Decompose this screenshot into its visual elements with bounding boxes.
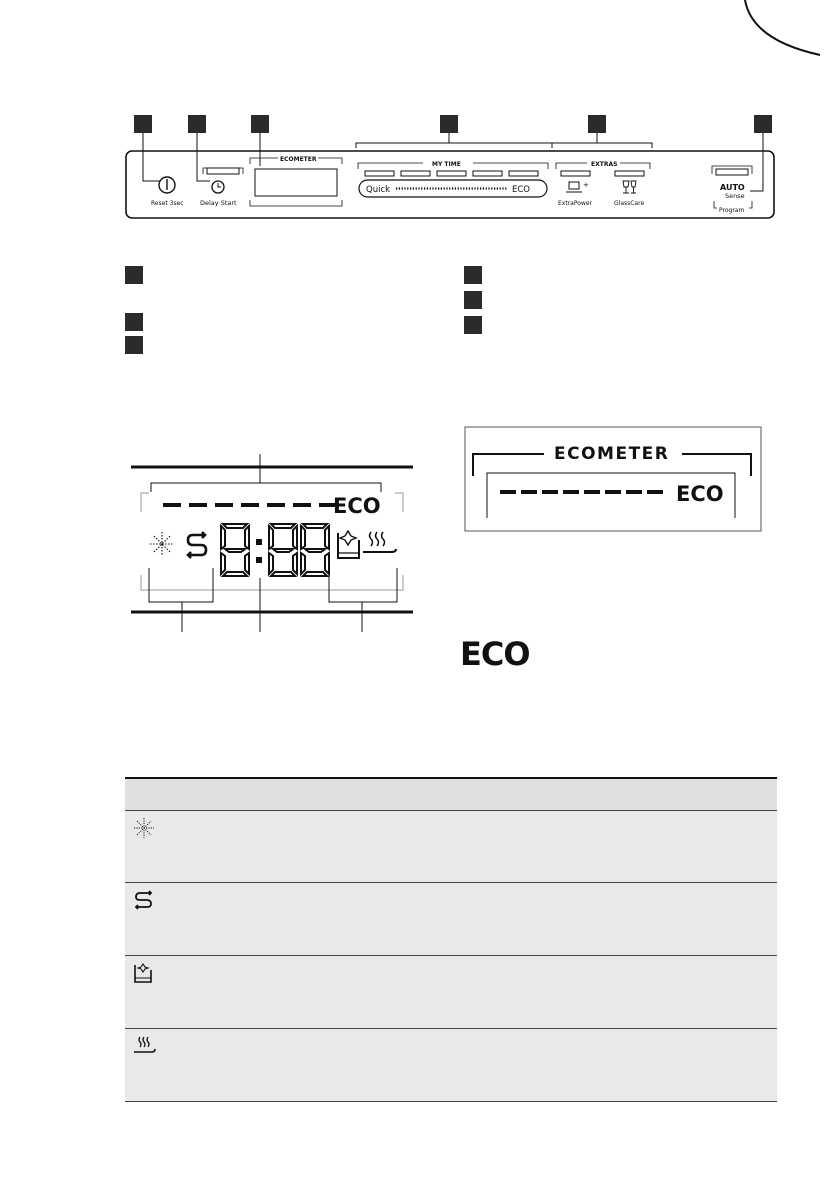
callout-marker-5 [588,115,606,133]
my-time-indicator-3 [437,171,466,176]
legend-marker-3 [125,336,143,354]
table-row-drying [125,1028,777,1102]
table-row-machine-care [125,955,777,1029]
reset-button[interactable] [159,177,175,193]
regeneration-icon [188,532,206,558]
sense-label: Sense [725,192,745,200]
legend-marker-1 [125,266,143,284]
extrapower-label: ExtraPower [558,200,592,207]
glasscare-indicator [615,171,644,176]
extrapower-indicator [561,171,590,176]
glasses-icon [623,181,636,193]
eco-symbol: ECO [460,635,530,673]
my-time-indicator-2 [401,171,430,176]
quick-label: Quick [366,185,391,195]
callout-marker-4 [440,115,458,133]
extrapower-button[interactable] [566,181,589,192]
glasscare-label: GlassCare [614,200,645,207]
rinse-aid-icon [131,817,157,839]
seven-segment-digits [221,524,329,576]
machine-care-icon [338,531,359,558]
ecometer-display [255,169,337,196]
ecometer-dash-bar [163,503,337,507]
extras-label: EXTRAS [591,161,618,168]
auto-sense-indicator [716,169,748,175]
program-label: Program [719,207,745,214]
indicator-table-header [125,777,777,812]
page-corner-mark [740,0,839,70]
ecometer-detail [464,426,764,534]
ecometer-detail-title: ECOMETER [554,444,670,464]
delay-start-label: Delay Start [200,199,237,207]
callout-marker-3 [251,115,269,133]
callout-marker-2 [188,115,206,133]
my-time-label: MY TIME [432,161,461,168]
my-time-eco-label: ECO [512,185,530,195]
control-panel-diagram [120,108,780,223]
my-time-indicator-1 [365,171,394,176]
glasscare-button[interactable] [623,181,636,193]
table-row-regeneration [125,882,777,956]
drying-icon [363,532,396,552]
display-eco-label: ECO [333,494,381,518]
table-row-rinse-aid [125,810,777,883]
legend-marker-2 [125,313,143,331]
legend-marker-6 [464,316,482,334]
regeneration-icon [131,889,157,911]
callout-marker-6 [754,115,772,133]
delay-start-indicator [207,168,239,174]
my-time-indicator-5 [509,171,538,176]
reset-label: Reset 3sec [151,200,184,207]
display-diagram [125,450,420,640]
machine-care-icon [131,962,157,984]
svg-text:+: + [583,181,589,189]
drying-icon [131,1035,157,1057]
rinse-aid-icon [150,532,174,556]
auto-label[interactable]: AUTO [720,183,745,192]
legend-marker-4 [464,266,482,284]
my-time-indicator-4 [473,171,502,176]
callout-marker-1 [134,115,152,133]
legend-marker-5 [464,291,482,309]
pot-plus-icon [569,182,579,189]
ecometer-label: ECOMETER [280,156,317,163]
ecometer-detail-eco: ECO [676,482,724,506]
delay-start-button[interactable] [212,181,224,193]
